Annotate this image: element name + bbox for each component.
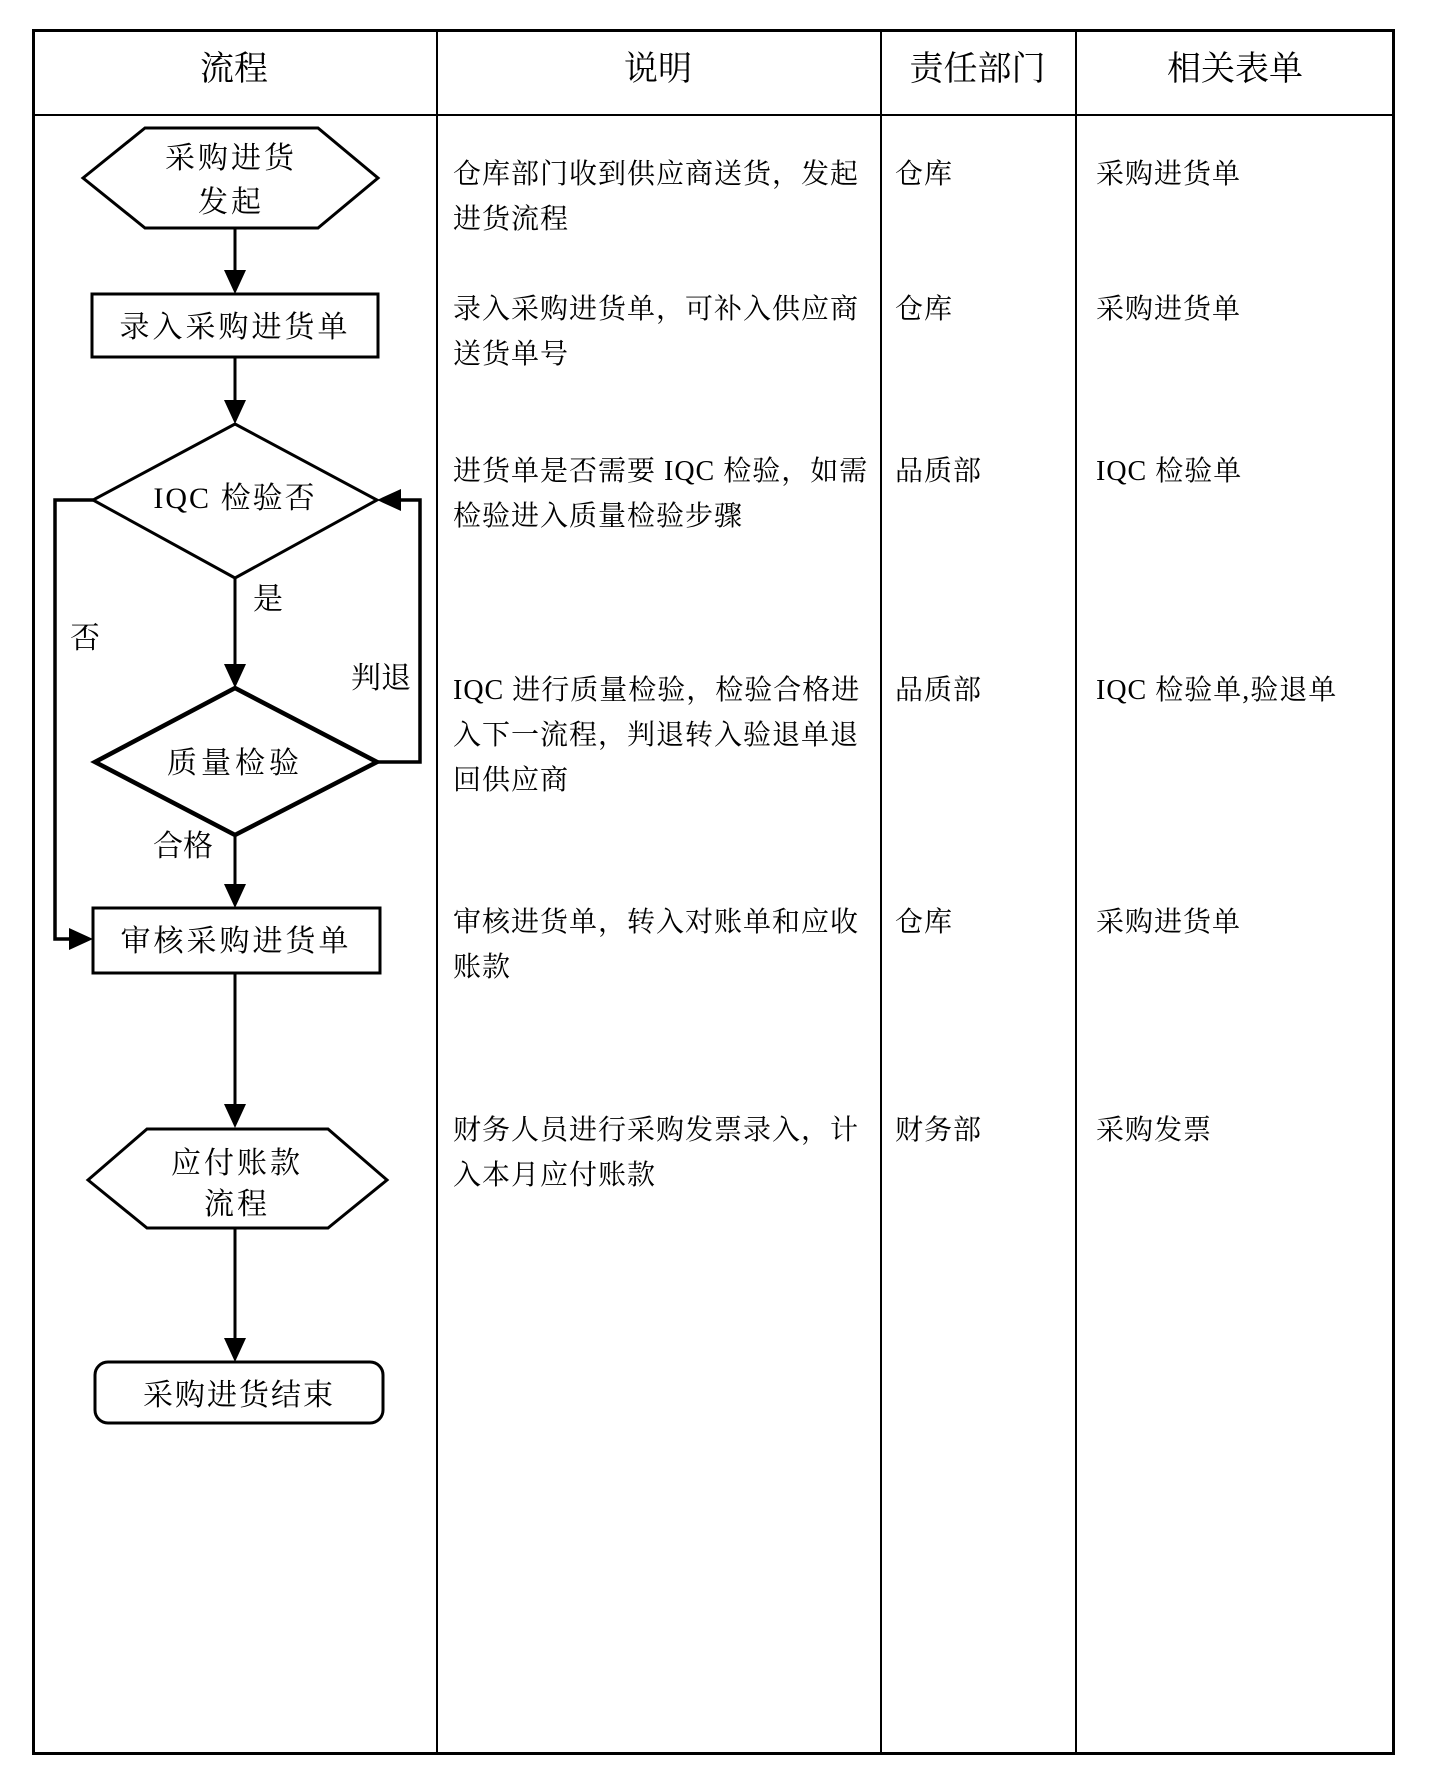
arrowhead xyxy=(224,400,246,424)
row-forms: 采购进货单 xyxy=(1096,907,1242,938)
arrowhead xyxy=(224,664,246,688)
row-description: 财务人员进行采购发票录入，计入本月应付账款 xyxy=(453,1115,860,1191)
no-path-line xyxy=(55,500,93,939)
payable-label-line2: 流程 xyxy=(204,1188,270,1221)
row-forms: IQC 检验单,验退单 xyxy=(1096,675,1338,706)
header-department: 责任部门 xyxy=(909,51,1046,88)
row-department: 财务部 xyxy=(895,1115,983,1146)
column-divider-3 xyxy=(1075,29,1077,1755)
arrowhead xyxy=(377,489,401,511)
row-forms: 采购进货单 xyxy=(1096,294,1242,325)
row-description: 进货单是否需要 IQC 检验，如需检验进入质量检验步骤 xyxy=(453,456,869,532)
row-description: 仓库部门收到供应商送货，发起进货流程 xyxy=(453,159,860,235)
iqc-decision-label: IQC 检验否 xyxy=(153,482,317,515)
reject-label: 判退 xyxy=(351,662,411,695)
row-description: IQC 进行质量检验，检验合格进入下一流程，判退转入验退单退回供应商 xyxy=(453,675,861,796)
header-description: 说明 xyxy=(624,51,692,88)
yes-label: 是 xyxy=(253,583,283,616)
arrowhead xyxy=(224,884,246,908)
header-process: 流程 xyxy=(200,51,268,88)
row-description: 审核进货单，转入对账单和应收账款 xyxy=(453,907,860,983)
arrowhead xyxy=(224,270,246,294)
reject-path-line xyxy=(377,500,420,762)
start-label-line1: 采购进货 xyxy=(165,142,297,175)
column-divider-2 xyxy=(880,29,882,1755)
quality-check-label: 质量检验 xyxy=(167,747,303,780)
row-forms: IQC 检验单 xyxy=(1096,456,1243,487)
row-forms: 采购发票 xyxy=(1096,1115,1213,1146)
row-department: 仓库 xyxy=(895,294,954,325)
row-forms: 采购进货单 xyxy=(1096,159,1242,190)
no-label: 否 xyxy=(70,622,100,655)
row-description: 录入采购进货单，可补入供应商送货单号 xyxy=(453,294,860,370)
row-department: 品质部 xyxy=(895,456,983,487)
enter-order-label: 录入采购进货单 xyxy=(119,311,351,344)
arrowhead xyxy=(69,928,93,950)
payable-label-line1: 应付账款 xyxy=(171,1147,303,1180)
row-department: 仓库 xyxy=(895,159,954,190)
start-label-line2: 发起 xyxy=(198,186,264,219)
end-label: 采购进货结束 xyxy=(143,1379,335,1412)
arrowhead xyxy=(224,1104,246,1128)
pass-label: 合格 xyxy=(153,830,213,863)
arrowhead xyxy=(224,1338,246,1362)
flowchart-canvas xyxy=(0,0,460,1460)
header-forms: 相关表单 xyxy=(1167,51,1303,88)
review-order-label: 审核采购进货单 xyxy=(120,925,352,958)
row-department: 仓库 xyxy=(895,907,954,938)
row-department: 品质部 xyxy=(895,675,983,706)
